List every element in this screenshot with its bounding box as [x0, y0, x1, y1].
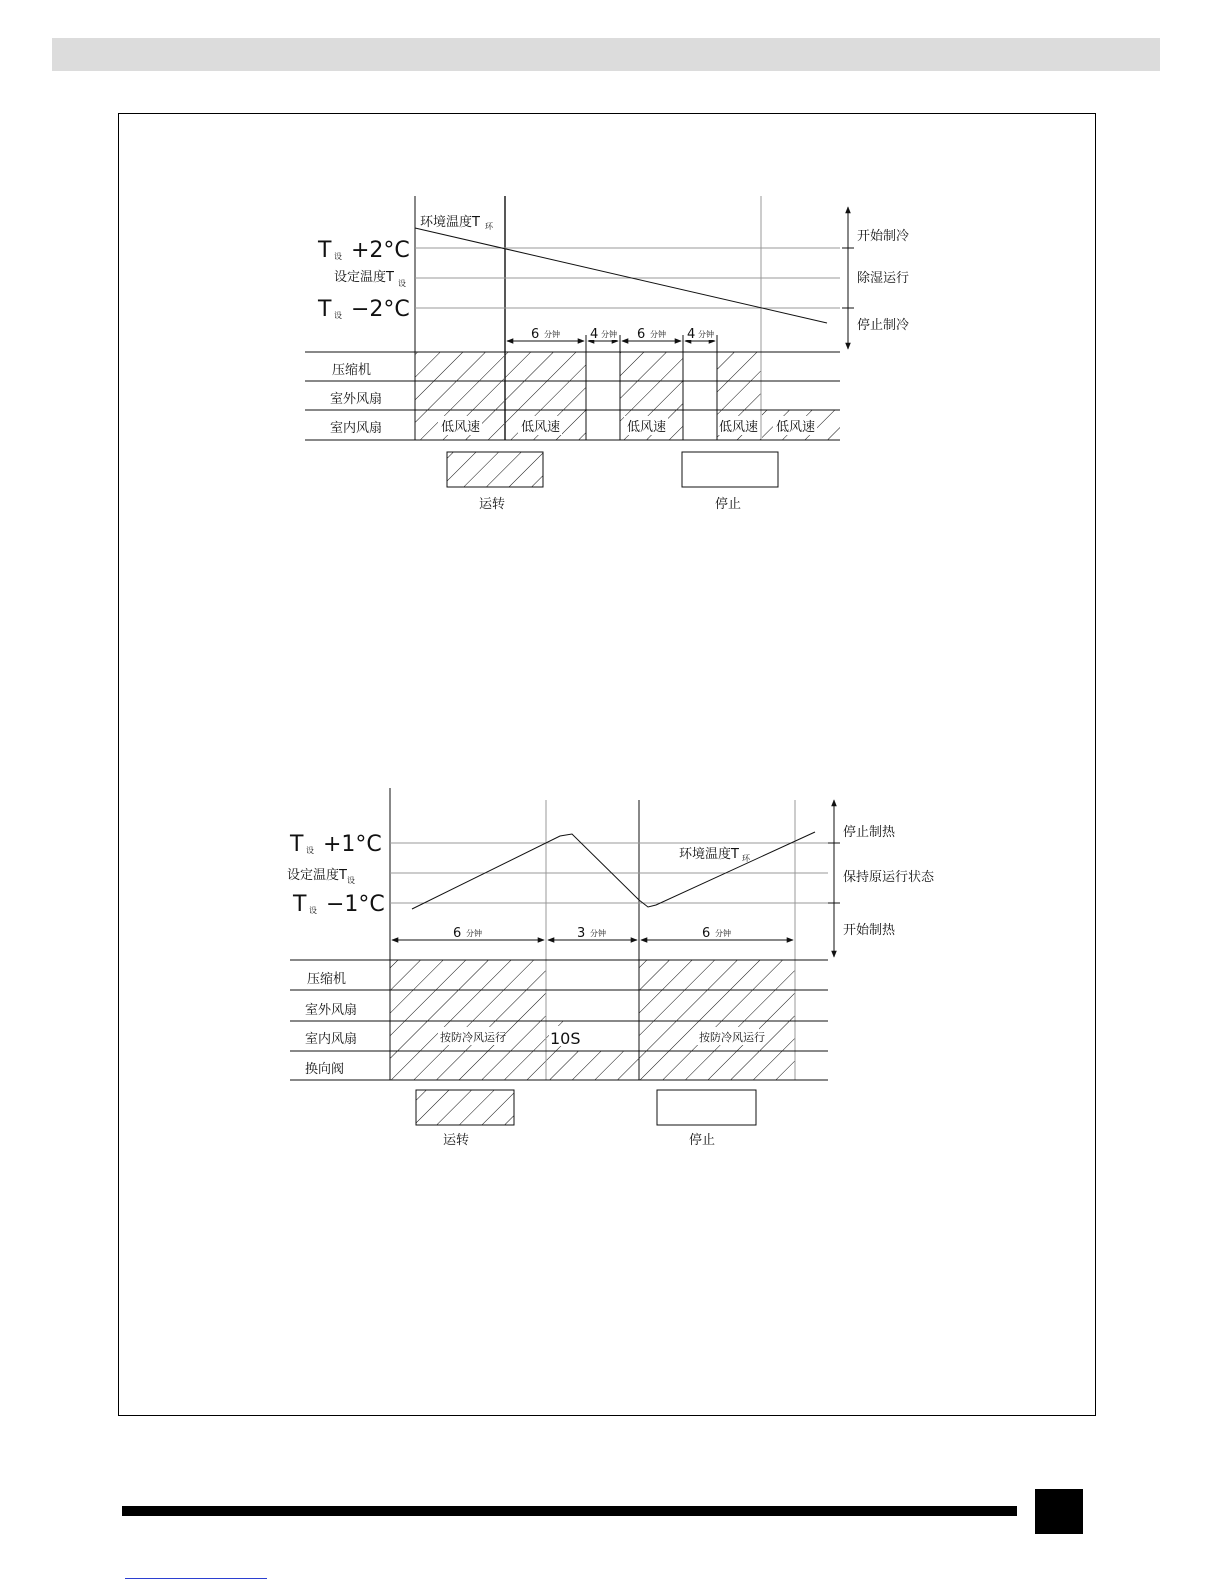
- d2-fan-label-1: 按防冷风运行: [440, 1031, 506, 1044]
- d2-legend-stop-swatch: [657, 1090, 756, 1125]
- svg-text:6: 6: [637, 327, 646, 342]
- d1-legend-stop-swatch: [682, 452, 778, 487]
- d2-legend-run-label: 运转: [443, 1133, 470, 1148]
- d2-zone-stop-heating: 停止制热: [843, 825, 896, 840]
- d1-lower-sub: 设: [334, 311, 342, 320]
- svg-text:分钟: 分钟: [650, 330, 666, 339]
- page-number-box: [1035, 1489, 1083, 1534]
- d1-fan-label-5: 低风速: [776, 420, 816, 435]
- d2-lower-offset: −1°C: [326, 892, 385, 917]
- svg-text:6: 6: [531, 327, 540, 342]
- d1-env-temp-label: 环境温度T: [420, 215, 480, 230]
- diagram-1: [305, 196, 909, 512]
- d2-run-block-1: [390, 960, 546, 1080]
- svg-text:4: 4: [687, 327, 696, 342]
- svg-text:3: 3: [577, 926, 586, 941]
- bottom-link-underline[interactable]: [125, 1578, 267, 1579]
- d1-row-indoor-fan: 室内风扇: [330, 421, 383, 436]
- diagram-2: [287, 788, 935, 1148]
- svg-text:T: [317, 238, 332, 263]
- d2-legend-stop-label: 停止: [689, 1133, 716, 1148]
- d2-upper-offset: +1°C: [323, 832, 382, 857]
- d2-fan-label-2: 按防冷风运行: [699, 1031, 765, 1044]
- d2-run-block-2: [546, 1051, 639, 1080]
- d2-run-block-4: [639, 960, 795, 1080]
- d1-upper-offset: +2°C: [351, 238, 410, 263]
- d2-row-compressor: 压缩机: [307, 972, 347, 987]
- svg-text:分钟: 分钟: [715, 929, 731, 938]
- d1-fan-label-4: 低风速: [719, 420, 759, 435]
- svg-text:分钟: 分钟: [466, 929, 482, 938]
- d1-zone-dehumidify: 除湿运行: [857, 271, 910, 286]
- svg-text:6: 6: [702, 926, 711, 941]
- d2-env-temp-label: 环境温度T: [679, 847, 739, 862]
- svg-text:6: 6: [453, 926, 462, 941]
- d2-timing-labels: [450, 925, 737, 941]
- d1-set-sub: 设: [398, 279, 406, 288]
- d2-row-indoor-fan: 室内风扇: [305, 1032, 358, 1047]
- d1-zone-start-cooling: 开始制冷: [857, 229, 910, 244]
- d2-lower-sub: 设: [309, 906, 317, 915]
- svg-text:4: 4: [590, 327, 599, 342]
- d2-upper-sub: 设: [306, 846, 314, 855]
- d2-legend-run-swatch: [416, 1090, 514, 1125]
- d1-fan-label-3: 低风速: [627, 420, 667, 435]
- d1-lower-T: T: [318, 297, 332, 322]
- d1-upper-sub: 设: [334, 252, 342, 261]
- d1-env-temp-curve: [415, 228, 827, 323]
- d2-env-sub: 环: [742, 854, 750, 863]
- svg-text:分钟: 分钟: [590, 929, 606, 938]
- d2-delay-label: 10S: [550, 1029, 581, 1048]
- svg-text:分钟: 分钟: [698, 330, 714, 339]
- d1-fan-label-2: 低风速: [521, 420, 561, 435]
- d2-set-temp-label: 设定温度T: [287, 868, 347, 883]
- d2-upper-T: T: [290, 832, 304, 857]
- d1-zone-stop-cooling: 停止制冷: [857, 318, 910, 333]
- d1-legend-stop-label: 停止: [715, 497, 742, 512]
- d2-set-sub: 设: [347, 876, 355, 885]
- d1-lower-offset: −2°C: [351, 297, 410, 322]
- d1-set-temp-label: 设定温度T: [334, 270, 394, 285]
- d1-row-outdoor-fan: 室外风扇: [330, 392, 383, 407]
- d1-timing-labels: [528, 326, 714, 342]
- d2-env-temp-curve: [412, 832, 815, 909]
- d1-legend-run-label: 运转: [479, 497, 506, 512]
- d2-row-reversing-valve: 换向阀: [305, 1062, 345, 1077]
- d2-zone-start-heating: 开始制热: [843, 923, 896, 938]
- d1-env-sub: 环: [485, 222, 493, 231]
- svg-text:分钟: 分钟: [601, 330, 617, 339]
- d1-legend-run-swatch: [447, 452, 543, 487]
- d1-fan-label-1: 低风速: [441, 420, 481, 435]
- svg-text:分钟: 分钟: [544, 330, 560, 339]
- d1-row-compressor: 压缩机: [332, 363, 372, 378]
- footer-rule: [122, 1506, 1017, 1516]
- d2-lower-T: T: [293, 892, 307, 917]
- d2-zone-keep-state: 保持原运行状态: [843, 870, 935, 885]
- d2-row-outdoor-fan: 室外风扇: [305, 1003, 358, 1018]
- d1-upper-T: T: [318, 238, 332, 263]
